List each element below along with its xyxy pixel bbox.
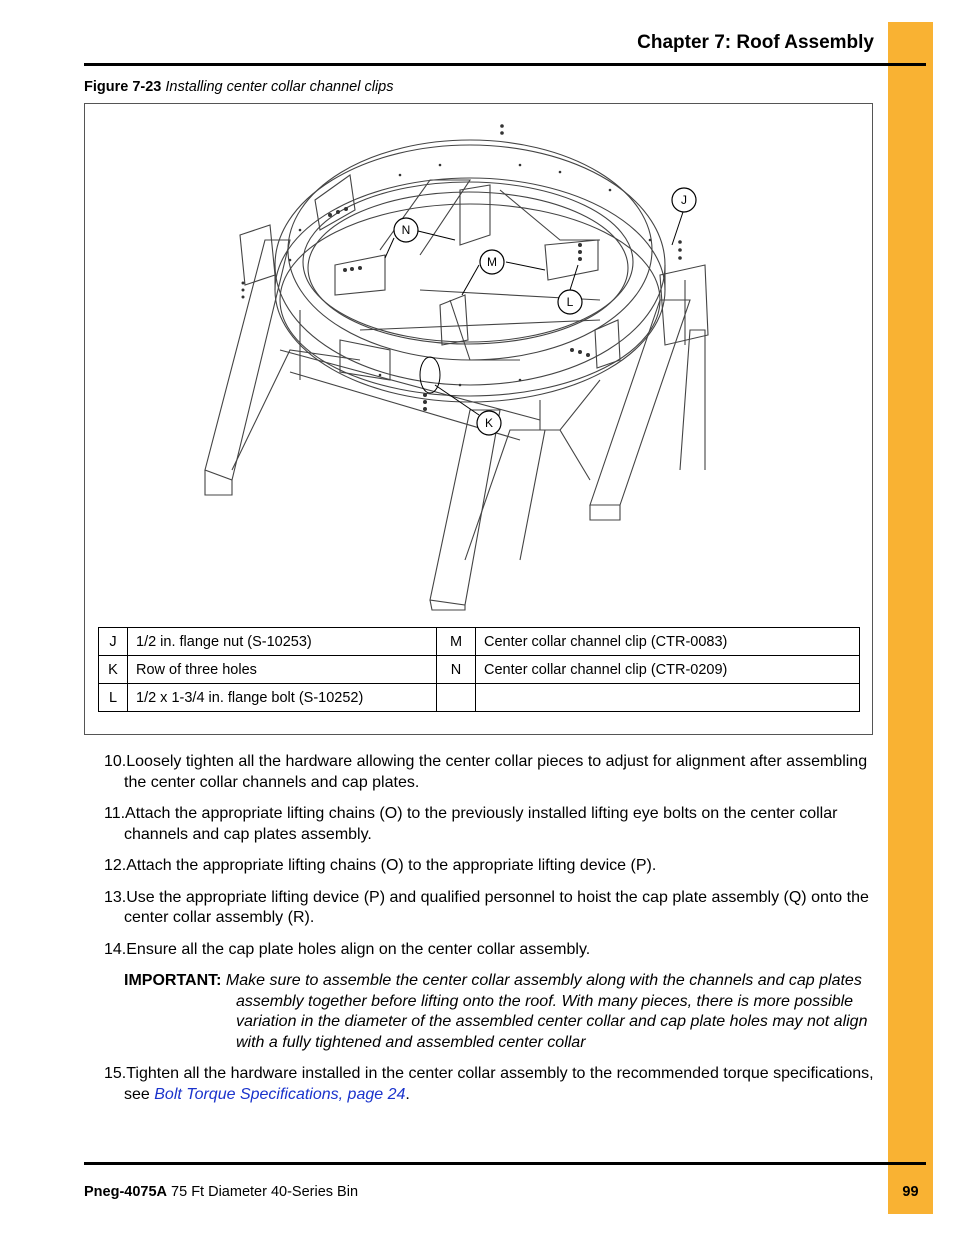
step-10: 10.Loosely tighten all the hardware allowing the center collar pieces to adjust for alignment after assembling the center collar channels and cap plates. [104, 753, 868, 791]
legend-key: N [437, 656, 476, 684]
figure-legend-table [98, 627, 860, 712]
callout-m: M [487, 255, 497, 269]
callout-n: N [401, 223, 411, 237]
legend-row [99, 684, 860, 712]
legend-description [476, 684, 860, 712]
step-15-text: 15.Tighten all the hardware installed in the center collar assembly to the recommended torque specifications, see [104, 1065, 874, 1103]
callout-k: K [484, 416, 494, 430]
legend-description: Center collar channel clip (CTR-0209) [476, 656, 860, 684]
important-text: Make sure to assemble the center collar assembly along with the channels and cap plates assembly together before lifting onto the roof. With many pieces, there is more possible variation in the diameter of the assembled center collar and cap plate holes may not align with a fully tightened and assembled center collar [225, 972, 868, 1051]
footer-rule [84, 1162, 926, 1165]
important-note [124, 971, 876, 1053]
legend-description: Center collar channel clip (CTR-0083) [476, 628, 860, 656]
footer [84, 1184, 358, 1200]
page-number: 99 [902, 1184, 919, 1200]
step-12: 12.Attach the appropriate lifting chains (O) to the appropriate lifting device (P). [104, 857, 657, 874]
legend-description: Row of three holes [128, 656, 437, 684]
important-label: IMPORTANT: [124, 972, 222, 989]
chapter-side-tab [888, 22, 933, 1214]
legend-key: M [437, 628, 476, 656]
center-collar-drawing [190, 115, 710, 615]
header-rule [84, 63, 926, 66]
doc-number: Pneg-4075A [84, 1184, 168, 1200]
bolt-torque-link[interactable]: Bolt Torque Specifications, page 24 [154, 1085, 406, 1103]
step-13: 13.Use the appropriate lifting device (P) and qualified personnel to hoist the cap plate assembly (Q) onto the center collar assembly (R). [104, 888, 869, 926]
step-15-end: . [405, 1085, 410, 1103]
legend-row [99, 628, 860, 656]
step-11: 11.Attach the appropriate lifting chains (O) to the previously installed lifting eye bolts on the center collar channels and cap plates assembly. [104, 805, 838, 843]
step-14: 14.Ensure all the cap plate holes align on the center collar assembly. [104, 940, 591, 958]
doc-title: 75 Ft Diameter 40-Series Bin [171, 1184, 359, 1200]
procedure-steps [104, 752, 876, 1116]
legend-description: 1/2 x 1-3/4 in. flange bolt (S-10252) [128, 684, 437, 712]
step-15 [104, 1064, 876, 1105]
figure-number: Figure 7-23 [84, 79, 162, 95]
figure-caption-text: Installing center collar channel clips [165, 79, 394, 95]
legend-key: L [99, 684, 128, 712]
legend-description: 1/2 in. flange nut (S-10253) [128, 628, 437, 656]
chapter-title: Chapter 7: Roof Assembly [637, 32, 874, 53]
callout-l: L [566, 295, 574, 309]
legend-key [437, 684, 476, 712]
legend-row [99, 656, 860, 684]
legend-key: K [99, 656, 128, 684]
figure-caption [84, 79, 393, 95]
callout-j: J [681, 193, 687, 207]
legend-key: J [99, 628, 128, 656]
